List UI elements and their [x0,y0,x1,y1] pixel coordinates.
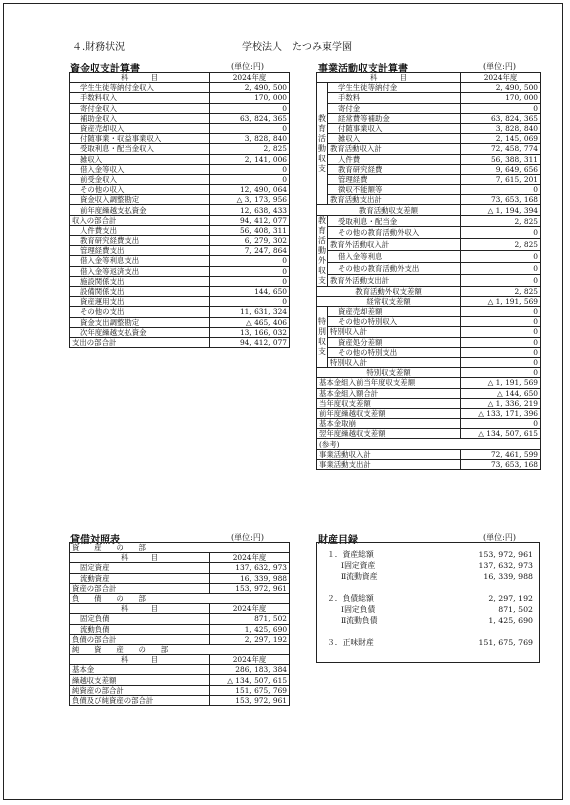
table-row [70,685,290,695]
shikin-unit: (単位:円) [231,62,264,71]
row-label: 流動負債 [70,624,210,634]
row-value: 2, 490, 500 [210,83,290,93]
row-label: 借入金等返済支出 [70,266,210,276]
row-value: 0 [461,368,541,378]
section-label: 純 資 産 の 部 [70,644,290,654]
table-row [323,582,535,593]
zaisan-table [323,549,535,648]
table-row [70,205,290,215]
row-value: 1, 425, 690 [488,616,533,625]
header-row [70,655,290,665]
shikin-table [69,72,290,348]
row-value: 0 [210,174,290,184]
row-value: 0 [461,274,541,286]
table-row [70,134,290,144]
row-label: 固定負債 [70,614,210,624]
table-row [70,276,290,286]
shikin-year: 2024年度 [210,73,290,83]
table-row [70,337,290,347]
row-value: 0 [461,262,541,274]
row-label: 設備関係支出 [70,286,210,296]
row-value: 13, 166, 032 [210,327,290,337]
table-row [317,123,541,133]
row-label: 徴収不能額等 [328,185,461,195]
diff-row [317,205,541,215]
table-row [317,357,541,367]
jigyo-year: 2024年度 [461,73,541,83]
row-label: 付随事業収入 [328,123,461,133]
row-value: 1, 425, 690 [210,624,290,634]
section-heading: ４.財務状況 [72,42,126,53]
table-row [317,164,541,174]
row-value: 9, 649, 656 [461,164,541,174]
table-row [317,378,541,388]
table-row [317,347,541,357]
table-row [70,103,290,113]
row-value: 2, 825 [210,144,290,154]
table-row [317,113,541,123]
table-row [317,239,541,251]
row-label: 手数料収入 [70,93,210,103]
row-value: 2, 141, 006 [210,154,290,164]
row-label: 教育研究経費 [328,164,461,174]
col-head: 科 目 [70,553,210,563]
table-row [70,215,290,225]
row-label: 事業活動収入計 [317,449,461,459]
table-row [317,307,541,317]
table-row [317,103,541,113]
row-value: △ 134, 507, 615 [461,429,541,439]
row-label: 特別収支差額 [317,368,461,378]
table-row [317,317,541,327]
row-label: 教育研究経費支出 [70,236,210,246]
table-row [70,195,290,205]
row-value: 94, 412, 077 [210,215,290,225]
table-row [317,274,541,286]
row-value: 0 [210,164,290,174]
row-value: △ 1, 191, 569 [461,296,541,306]
table-row [70,144,290,154]
table-row [323,626,535,637]
row-value: △ 1, 336, 219 [461,398,541,408]
row-value [455,626,535,637]
group-label: 特別収支 [317,307,328,368]
col-year: 2024年度 [210,604,290,614]
row-label: 学生生徒等納付金 [328,83,461,93]
row-label [323,626,455,637]
row-label: 基本金 [70,665,210,675]
row-value: 6, 279, 302 [210,236,290,246]
row-label: 資産運用支出 [70,297,210,307]
row-value: 0 [461,227,541,239]
row-value: 16, 339, 988 [483,572,533,581]
row-value: 2, 825 [461,215,541,227]
table-row [70,573,290,583]
table-row [317,195,541,205]
taisyaku-title: 貸借対照表 [70,535,120,546]
row-label: 教育活動収支差額 [317,205,461,215]
row-label: 寄付金収入 [70,103,210,113]
org-name: 学校法人 たつみ東学園 [242,42,352,53]
row-value: 73, 653, 168 [461,195,541,205]
table-row [70,614,290,624]
row-label: 事業活動支出計 [317,459,461,469]
col-head: 科 目 [70,604,210,614]
row-label: 負債の部合計 [70,634,210,644]
row-label: 特別収入計 [328,327,461,337]
row-value: △ 1, 194, 394 [461,205,541,215]
row-label: 寄付金 [328,103,461,113]
table-row [323,615,535,626]
table-row [323,571,535,582]
row-label: Ⅰ固定負債 [341,605,376,614]
table-row [317,83,541,93]
row-value: 0 [461,357,541,367]
jigyo-title: 事業活動収支計算書 [318,64,408,75]
table-row [317,134,541,144]
row-value: 0 [461,251,541,263]
table-row [317,419,541,429]
table-row [70,327,290,337]
row-value: 151, 675, 769 [478,638,533,647]
group-label: 教育活動外収支 [318,215,326,285]
zaisan-title: 財産目録 [318,535,358,546]
row-value: 63, 824, 365 [210,113,290,123]
table-row [317,459,541,469]
row-label: 付随事業・収益事業収入 [70,134,210,144]
row-value: 0 [461,419,541,429]
row-label: 借入金等利息 [328,251,461,263]
row-label: 教育活動支出計 [328,195,461,205]
row-value: 11, 631, 324 [210,307,290,317]
row-value: 0 [461,103,541,113]
row-value: 0 [461,317,541,327]
row-value: 72, 461, 599 [461,449,541,459]
row-label: 純資産の部合計 [70,685,210,695]
row-label: 資産処分差額 [328,337,461,347]
row-value: 871, 502 [498,605,533,614]
row-label: 補助金収入 [70,113,210,123]
row-value: 144, 650 [210,286,290,296]
table-row [70,164,290,174]
row-label: 次年度繰越支払資金 [70,327,210,337]
table-row [323,549,535,560]
table-row [317,296,541,306]
table-row [70,154,290,164]
col-year: 2024年度 [210,553,290,563]
table-row [323,637,535,648]
row-value: 286, 183, 384 [210,665,290,675]
row-label: 資産売却差額 [328,307,461,317]
table-row [317,429,541,439]
row-value: 0 [210,276,290,286]
table-row [317,408,541,418]
row-value: △ 133, 171, 396 [461,408,541,418]
row-label: 教育外活動収入計 [328,239,461,251]
row-value: 871, 502 [210,614,290,624]
row-label [323,582,455,593]
section-label: 負 債 の 部 [70,593,290,603]
table-row [70,123,290,133]
table-row [70,634,290,644]
table-row [70,174,290,184]
row-value: 0 [210,123,290,133]
row-label: 管理経費 [328,174,461,184]
row-label: 前年度繰越収支差額 [317,408,461,418]
row-value: 3, 828, 840 [210,134,290,144]
table-row [70,266,290,276]
row-value: 12, 490, 064 [210,185,290,195]
row-label: その他の収入 [70,185,210,195]
row-label: 基本金組入額合計 [317,388,461,398]
table-row [70,695,290,705]
table-row [70,317,290,327]
table-row [70,307,290,317]
row-value: 0 [210,266,290,276]
row-label: 収入の部合計 [70,215,210,225]
row-value: 151, 675, 769 [210,685,290,695]
row-label: その他の教育活動外支出 [328,262,461,274]
table-row [317,327,541,337]
row-label: 基本金取崩 [317,419,461,429]
table-row [317,93,541,103]
row-label: 経常収支差額 [317,296,461,306]
table-row [70,83,290,93]
row-label: 手数料 [328,93,461,103]
row-label: 雑収入 [70,154,210,164]
row-value: △ 1, 191, 569 [461,378,541,388]
row-label: その他の支出 [70,307,210,317]
row-label: 教育活動収入計 [328,144,461,154]
row-value: △ 3, 173, 956 [210,195,290,205]
table-row [317,262,541,274]
row-value: 56, 408, 311 [210,225,290,235]
table-row [317,337,541,347]
table-row [70,256,290,266]
row-label: Ⅱ流動資産 [341,572,378,581]
row-label: １．資産総額 [327,550,374,559]
section-row [70,593,290,603]
table-row [70,246,290,256]
table-row [70,675,290,685]
jigyo-table [316,72,541,470]
table-row [317,174,541,184]
row-label: 借入金等利息支出 [70,256,210,266]
row-label: 施設関係支出 [70,276,210,286]
table-row [317,144,541,154]
table-row [70,563,290,573]
row-value: 0 [461,307,541,317]
table-row [70,225,290,235]
jigyo-unit: (単位:円) [483,62,516,71]
row-value: △ 134, 507, 615 [210,675,290,685]
table-row [70,297,290,307]
row-label: 経常費等補助金 [328,113,461,123]
row-label: 固定資産 [70,563,210,573]
header-row [70,604,290,614]
row-label: 資産の部合計 [70,583,210,593]
row-value: 137, 632, 973 [478,561,533,570]
table-row [317,449,541,459]
row-value: 3, 828, 840 [461,123,541,133]
row-value: △ 465, 406 [210,317,290,327]
row-label: その他の教育活動外収入 [328,227,461,239]
section-label: 資 産 の 部 [70,543,290,553]
table-row [70,286,290,296]
taisyaku-unit: (単位:円) [231,533,264,542]
row-value: 170, 000 [210,93,290,103]
row-value: 0 [461,327,541,337]
row-label: 人件費支出 [70,225,210,235]
row-value: 63, 824, 365 [461,113,541,123]
row-label: 流動資産 [70,573,210,583]
row-label: 当年度収支差額 [317,398,461,408]
col-head: 科 目 [70,655,210,665]
row-value: 0 [210,256,290,266]
shikin-title: 資金収支計算書 [70,64,140,75]
table-row [317,398,541,408]
row-label: ３．正味財産 [327,638,374,647]
row-label: 学生生徒等納付金収入 [70,83,210,93]
row-label: 資金支出調整勘定 [70,317,210,327]
row-label: 前年度繰越支払資金 [70,205,210,215]
zaisan-box [316,542,540,663]
table-row [70,665,290,675]
row-label: 負債及び純資産の部合計 [70,695,210,705]
row-value: 153, 972, 961 [210,583,290,593]
row-label: ２．負債総額 [327,594,374,603]
row-label: 基本金組入前当年度収支差額 [317,378,461,388]
row-value: 2, 297, 192 [210,634,290,644]
row-label: 支出の部合計 [70,337,210,347]
table-row [317,251,541,263]
table-row [317,388,541,398]
taisyaku-table [69,542,290,706]
row-label: その他の特別支出 [328,347,461,357]
row-value: 2, 145, 069 [461,134,541,144]
jigyo-col-head: 科 目 [317,73,461,83]
diff-row [317,368,541,378]
ref-label: (参考) [317,439,541,449]
row-value: 56, 388, 311 [461,154,541,164]
row-label: その他の特別収入 [328,317,461,327]
row-value: 0 [461,347,541,357]
row-value: 153, 972, 961 [210,695,290,705]
row-label: 前受金収入 [70,174,210,184]
row-value: 2, 825 [461,239,541,251]
row-value: 0 [461,185,541,195]
row-value: 137, 632, 973 [210,563,290,573]
table-row [317,215,541,227]
col-year: 2024年度 [210,655,290,665]
row-value: 7, 247, 864 [210,246,290,256]
table-row [317,227,541,239]
row-label: 教育外活動支出計 [328,274,461,286]
table-row [323,560,535,571]
table-row [323,604,535,615]
header-row [70,553,290,563]
row-value: 0 [461,337,541,347]
row-label: 特別収入計 [328,357,461,367]
table-row [317,154,541,164]
row-label: 資産売却収入 [70,123,210,133]
row-value: 7, 615, 201 [461,174,541,184]
row-value: 2, 297, 192 [488,594,533,603]
row-label: Ⅱ流動負債 [341,616,378,625]
row-label: 受取利息・配当金収入 [70,144,210,154]
row-value: 12, 638, 433 [210,205,290,215]
table-row [70,624,290,634]
section-row [70,644,290,654]
row-label: 翌年度繰越収支差額 [317,429,461,439]
table-row [317,185,541,195]
zaisan-unit: (単位:円) [483,533,516,542]
row-label: Ⅰ固定資産 [341,561,376,570]
row-value: 2, 825 [461,286,541,296]
row-value: 16, 339, 988 [210,573,290,583]
section-row [70,543,290,553]
row-value: △ 144, 650 [461,388,541,398]
table-row [70,583,290,593]
row-value [455,582,535,593]
row-label: 雑収入 [328,134,461,144]
table-row [70,113,290,123]
row-value: 0 [210,297,290,307]
row-value: 72, 458, 774 [461,144,541,154]
row-label: 管理経費支出 [70,246,210,256]
diff-row [317,286,541,296]
table-row [70,185,290,195]
row-label: 教育活動外収支差額 [317,286,461,296]
table-row [70,93,290,103]
row-label: 人件費 [328,154,461,164]
row-value: 0 [210,103,290,113]
row-value: 94, 412, 077 [210,337,290,347]
table-row [323,593,535,604]
row-label: 借入金等収入 [70,164,210,174]
shikin-col-head: 科 目 [70,73,210,83]
row-value: 153, 972, 961 [478,550,533,559]
row-label: 繰越収支差額 [70,675,210,685]
row-label: 資金収入調整勘定 [70,195,210,205]
row-value: 2, 490, 500 [461,83,541,93]
group-label: 教育活動収支 [317,83,328,205]
row-label: 受取利息・配当金 [328,215,461,227]
row-value: 170, 000 [461,93,541,103]
ref-row [317,439,541,449]
row-value: 73, 653, 168 [461,459,541,469]
table-row [70,236,290,246]
